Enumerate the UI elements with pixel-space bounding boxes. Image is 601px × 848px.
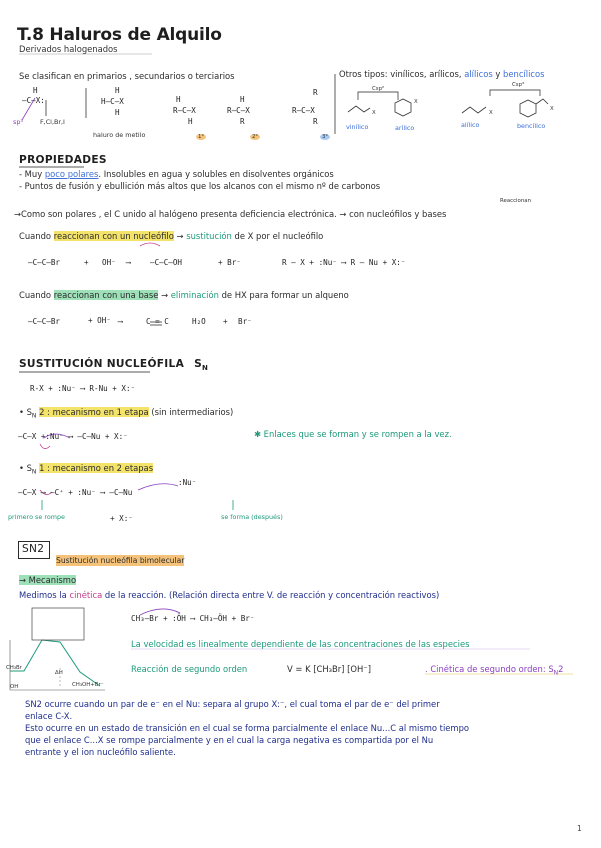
csp2-label: Csp²	[372, 86, 385, 92]
classification-intro: Se clasifican en primarios , secundarios o terciarios	[19, 71, 235, 81]
vinilico-x: X	[372, 110, 376, 116]
sn2-note: ✱ Enlaces que se forman y se rompen a la vez.	[254, 429, 452, 439]
sn2-rest: (sin intermediarios)	[151, 407, 234, 417]
nucleo-arrow: →	[176, 231, 184, 241]
cinetica-end: 2	[558, 664, 564, 674]
sn1-line	[19, 463, 153, 478]
sn2-arrow-2	[40, 444, 50, 449]
medimos-prefix: Medimos la	[19, 590, 67, 600]
rx3-water: H₂O	[192, 317, 206, 326]
base-arrow: →	[161, 290, 169, 300]
haluro-metilo-label: haluro de metilo	[93, 131, 146, 139]
rx3-product: C = C	[146, 317, 169, 326]
generic-h: H	[33, 86, 38, 95]
sn1-note-1: primero se rompe	[8, 513, 65, 521]
other-types-arilicos: arílicos,	[429, 69, 462, 79]
sn1-hl: 1 : mecanismo en 2 etapas	[39, 463, 154, 473]
nucleo-prefix: Cuando	[19, 231, 52, 241]
secondary-h-top: H	[240, 95, 245, 104]
tertiary-r-top: R	[313, 88, 318, 97]
metilo-h-bottom: H	[115, 108, 120, 117]
reaccionan-note: Reaccionan	[500, 198, 531, 204]
secondary-structure: R–C–X	[227, 106, 250, 115]
other-types-y: y	[495, 69, 501, 79]
diagram-dh: ΔH	[55, 670, 63, 676]
page-number: 1	[577, 824, 582, 833]
medimos-cinetica: cinética	[69, 590, 103, 600]
rx1-left: –C–C–Br	[28, 258, 61, 267]
rx1-product: –C–C–OH	[150, 258, 183, 267]
sn1-nu: :Nu⁻	[178, 478, 197, 487]
cinetica-text: . Cinética de segundo orden: S	[425, 664, 554, 674]
base-line	[19, 290, 349, 301]
rx3-oh: + OH⁻	[88, 316, 111, 325]
exp-line-3: Esto ocurre en un estado de transición en el cual se forma parcialmente el enlace Nu...C al mismo tiempo	[25, 723, 470, 733]
base-hl: reaccionan con una base	[53, 290, 159, 300]
cinetica-segundo-orden	[425, 664, 564, 679]
other-types-vinilicos: vinílicos,	[390, 69, 427, 79]
sn2-reaction: CH₃–Br + :ÖH ⟶ CH₃–ÖH + Br⁻	[131, 614, 255, 623]
primary-badge: 1°	[198, 134, 205, 140]
rx1-arrow: ⟶	[126, 258, 131, 267]
sustitucion-heading-text: SUSTITUCIÓN NUCLEÓFILA	[19, 358, 185, 370]
energy-curve	[10, 640, 100, 686]
page-title: T.8 Haluros de Alquilo	[17, 25, 222, 45]
primary-h-bottom: H	[188, 117, 193, 126]
sn2-sub: N	[31, 412, 37, 420]
halogens-label: F,Cl,Br,I	[40, 118, 65, 126]
csp2-bracket	[358, 92, 398, 100]
bencilico-ring	[520, 100, 536, 117]
polar-line	[14, 209, 446, 220]
alilico-x: X	[489, 110, 493, 116]
sn1-sub: N	[31, 468, 37, 476]
generic-x: X:	[35, 96, 45, 105]
mecanismo-label	[19, 575, 76, 586]
rx1-oh: OH⁻	[102, 258, 116, 267]
diagram-products: CH₃OH+Br⁻	[72, 682, 104, 688]
alilico-label: alílico	[461, 121, 480, 129]
rx1-br: + Br⁻	[218, 258, 241, 267]
sp3-label: sp³	[13, 118, 23, 126]
bencilico-ch2	[536, 99, 548, 104]
secondary-badge: 2°	[252, 134, 259, 140]
nucleo-line	[19, 231, 323, 242]
bencilico-x: X	[550, 106, 554, 112]
prop-bullet-1	[19, 169, 334, 180]
tertiary-r-bottom: R	[313, 117, 318, 126]
segundo-orden-label: Reacción de segundo orden	[131, 664, 248, 674]
metilo-structure: H–C–X	[101, 97, 124, 106]
rx3-arrow: ⟶	[118, 317, 123, 326]
exp-line-2: enlace C-X.	[25, 711, 73, 721]
sn2-equation: –C–X +:Nu⁻ ⟶ –C–Nu + X:⁻	[18, 432, 128, 441]
rx2-general: R – X + :Nu⁻ ⟶ R – Nu + X:⁻	[282, 258, 406, 267]
page-subtitle: Derivados halogenados	[19, 44, 118, 54]
sn-sub: N	[202, 364, 209, 373]
sn2-hl: 2 : mecanismo en 1 etapa	[39, 407, 149, 417]
vinilico-structure	[348, 106, 370, 112]
primary-structure: R–C–X	[173, 106, 196, 115]
diagram-reactants: CH₃Br	[6, 665, 22, 671]
polar-line-end: con nucleófilos y bases	[349, 209, 447, 219]
exp-line-5: entrante y el ion nucleófilo saliente.	[25, 747, 176, 757]
generic-structure: –C–X:	[22, 96, 45, 105]
tertiary-badge: 3°	[322, 134, 329, 140]
rx3-left: –C–C–Br	[28, 317, 61, 326]
rx3-plus: +	[223, 317, 228, 326]
other-types-prefix: Otros tipos:	[339, 69, 388, 79]
rx3-br: Br⁻	[238, 317, 252, 326]
prop-b1-rest: . Insolubles en agua y solubles en disolventes orgánicos	[98, 169, 334, 179]
rx1-arc	[140, 243, 160, 246]
vinilico-label: vinílico	[346, 123, 369, 131]
base-elim: eliminación	[170, 290, 219, 300]
sn-symbol: S	[194, 358, 203, 370]
velocity-equation: V = K [CH₃Br] [OH⁻]	[287, 664, 371, 674]
velocidad-line: La velocidad es linealmente dependiente de las concentraciones de las especies	[131, 639, 470, 649]
sn1-equation: –C–X ⟶ –C⁺ + :Nu⁻ ⟶ –C–Nu	[18, 488, 133, 497]
bencilico-label: bencílico	[517, 122, 546, 130]
sn2-tag: Sustitución nucleófila bimolecular	[56, 556, 185, 565]
sn2-prefix: • S	[19, 407, 32, 417]
arilico-label: arílico	[395, 124, 415, 132]
csp3-label: Csp³	[512, 82, 525, 88]
rx1-plus: +	[84, 258, 89, 267]
medimos-rest: de la reacción. (Relación directa entre V. de reacción y concentración reactivos)	[104, 590, 440, 600]
tertiary-structure: R–C–X	[292, 106, 315, 115]
sn2-line	[19, 407, 233, 422]
medimos-line	[19, 590, 439, 601]
alilico-structure	[462, 107, 486, 113]
exp-line-4: que el enlace C...X se rompe parcialmente y en el cual la carga negativa es compartida por el Nu	[25, 735, 434, 745]
propiedades-heading: PROPIEDADES	[19, 154, 107, 166]
other-types	[339, 69, 545, 80]
transition-state-bracket	[32, 608, 84, 640]
sn1-note-2: se forma (después)	[221, 513, 283, 521]
sn1-prefix: • S	[19, 463, 32, 473]
arilico-x: X	[414, 99, 418, 105]
sust-general: R-X + :Nu⁻ ⟶ R-Nu + X:⁻	[30, 384, 136, 393]
metilo-h-top: H	[115, 86, 120, 95]
polar-line-main: →Como son polares , el C unido al halógeno presenta deficiencia electrónica. →	[14, 209, 347, 219]
base-rest: de HX para formar un alqueno	[221, 290, 349, 300]
other-types-alilicos: alílicos	[464, 69, 493, 79]
prop-b1-hl: poco polares	[44, 169, 99, 179]
sn1-x: + X:⁻	[110, 514, 133, 523]
prop-b1-prefix: - Muy	[19, 169, 43, 179]
secondary-r-bottom: R	[240, 117, 245, 126]
mecanismo-hl: → Mecanismo	[19, 575, 77, 585]
diagram-oh: OH	[10, 684, 19, 690]
generic-c: C	[26, 96, 32, 105]
cinetica-sub: N	[553, 669, 559, 677]
sustitucion-heading	[19, 358, 208, 372]
arilico-ring	[395, 99, 411, 116]
nucleo-rest: de X por el nucleófilo	[234, 231, 324, 241]
base-prefix: Cuando	[19, 290, 52, 300]
primary-h-top: H	[176, 95, 181, 104]
nucleo-hl: reaccionan con un nucleófilo	[53, 231, 174, 241]
other-types-bencilicos: bencílicos	[503, 69, 545, 79]
sn2-box-label: SN2	[22, 543, 45, 555]
prop-bullet-2: - Puntos de fusión y ebullición más altos que los alcanos con el mismo nº de carbonos	[19, 181, 381, 191]
exp-line-1: SN2 ocurre cuando un par de e⁻ en el Nu: separa al grupo X:⁻, el cual toma el par de e⁻ del primer	[25, 699, 440, 709]
nucleo-sust: sustitución	[186, 231, 232, 241]
sn1-arrow-3	[138, 484, 178, 490]
csp3-bracket	[490, 90, 540, 96]
